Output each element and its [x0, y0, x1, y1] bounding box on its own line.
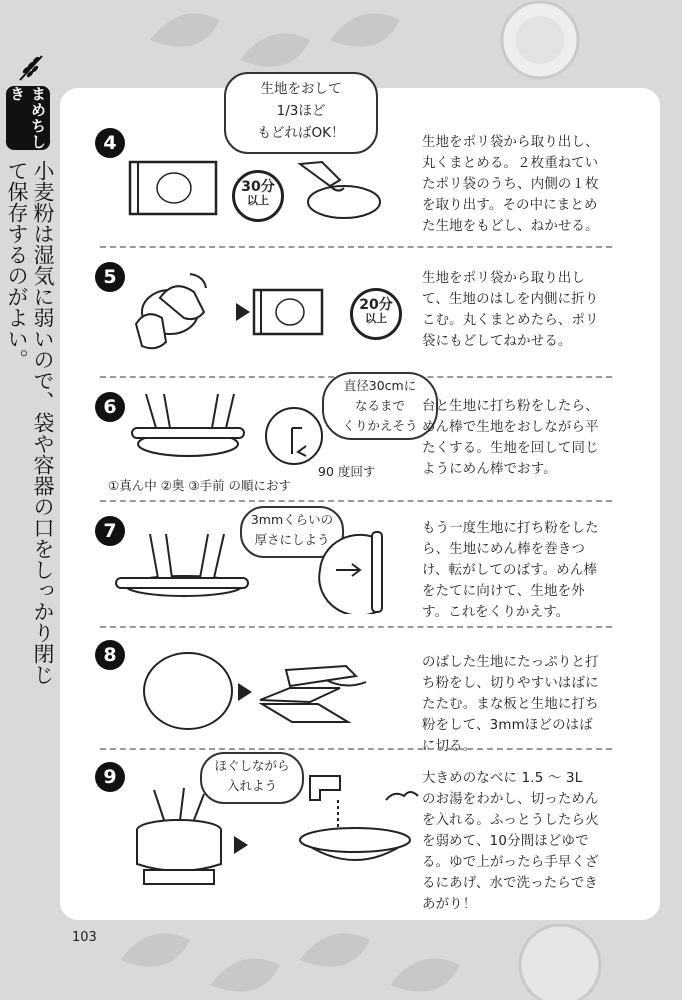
dough-in-bag-illustration — [128, 160, 218, 216]
dough-in-bag-illustration — [252, 288, 324, 336]
step-divider — [100, 626, 612, 628]
timer-value: 20分 — [359, 297, 393, 313]
sidebar-tab-label: まめちしき — [6, 86, 50, 150]
step-divider — [100, 748, 612, 750]
arrow-right-icon — [236, 303, 250, 321]
bubble-line: もどればOK！ — [257, 125, 345, 141]
step-9-text: 大きめのなべに 1.5 〜 3L のお湯をわかし、切っためんを入れる。ふっとうしたら火を弱めて、10分間ほどゆでる。ゆで上がったら手早くざるにあげ、水で洗ったらできあがり！ — [422, 771, 599, 912]
step-number-6: 6 — [95, 392, 125, 422]
bubble-line: 厚さにしよう — [254, 532, 330, 547]
step-number-7: 7 — [95, 516, 125, 546]
rolling-order-caption: ①真ん中 ②奥 ③手前 の順におす — [108, 478, 292, 493]
step-5-text: 生地をポリ袋から取り出して、生地のはしを内側に折りこむ。丸くまとめたら、ポリ袋にもどしてねかせる。 — [422, 271, 599, 349]
bubble-line: 直径30cmに — [343, 378, 417, 393]
step-number-4: 4 — [95, 128, 125, 158]
arrow-right-icon — [234, 836, 248, 854]
bubble-line: 3mmくらいの — [250, 512, 334, 527]
timer-unit: 以上 — [247, 194, 269, 207]
step-number-5: 5 — [95, 262, 125, 292]
bubble-line: 1/3ほど — [276, 103, 326, 119]
step-8-text: のばした生地にたっぷりと打ち粉をし、切りやすいはばにたたむ。まな板と生地に打ち粉をして、3mmほどのはばに切る。 — [422, 655, 599, 754]
step-4-text: 生地をポリ袋から取り出し、丸くまとめる。２枚重ねていたポリ袋のうち、内側の１枚を取り出す。その中にまとめた生地をもどし、ねかせる。 — [422, 135, 599, 234]
step-number-9: 9 — [95, 762, 125, 792]
wrapping-dough-on-pin-illustration — [316, 530, 408, 614]
timer-unit: 以上 — [365, 312, 387, 325]
boiling-pot-illustration — [124, 786, 234, 890]
step-number-8: 8 — [95, 640, 125, 670]
bubble-line: なるまで — [354, 398, 405, 413]
rolled-dough-circle-illustration — [140, 650, 236, 732]
arrow-right-icon — [238, 683, 252, 701]
folding-dough-hands-illustration — [130, 268, 230, 360]
wheat-icon — [14, 50, 48, 84]
tip-bubble-step6 — [322, 372, 438, 440]
pressing-dough-illustration — [292, 156, 388, 222]
timer-icon — [232, 170, 284, 222]
tip-bubble-step4 — [224, 72, 378, 154]
step-6-text: 台と生地に打ち粉をしたら、めん棒で生地をおしながら平たくする。生地を回して同じようにめん棒でおす。 — [422, 399, 599, 477]
bubble-line: ほぐしながら — [214, 758, 290, 773]
step-divider — [100, 246, 612, 248]
step-7-text: もう一度生地に打ち粉をしたら、生地にめん棒を巻きつけ、転がしてのばす。めん棒をたてに向けて、生地を外す。これをくりかえす。 — [422, 521, 599, 620]
bubble-line: 入れよう — [226, 778, 277, 793]
timer-value: 30分 — [241, 179, 275, 195]
bubble-line: 生地をおして — [260, 81, 342, 97]
page-number: 103 — [72, 930, 97, 945]
timer-icon — [350, 288, 402, 340]
rolling-pin-hands-illustration — [128, 392, 248, 468]
rotate-caption: 90 度回す — [318, 464, 376, 479]
rolling-dough-thin-illustration — [112, 530, 252, 606]
bubble-line: くりかえそう — [342, 418, 418, 433]
cutting-noodles-illustration — [256, 660, 372, 726]
draining-noodles-illustration — [290, 770, 420, 888]
step-divider — [100, 500, 612, 502]
sidebar-tip-text: 小麦粉は湿気に弱いので、袋や容器の口をしっかり閉じて保存するのがよい。 — [5, 160, 55, 685]
rotate-dough-illustration — [262, 404, 326, 468]
